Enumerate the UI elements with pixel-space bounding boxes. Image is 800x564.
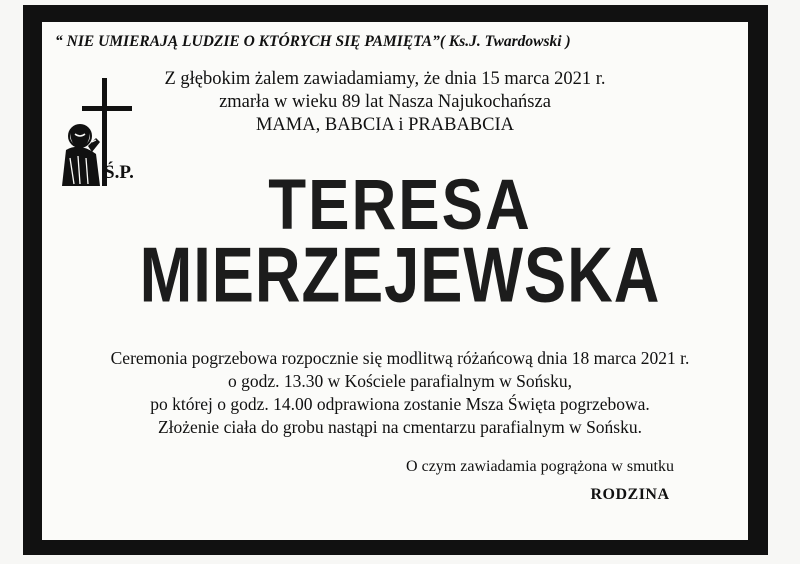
motto-quote: “ NIE UMIERAJĄ LUDZIE O KTÓRYCH SIĘ PAMIĘTA”( Ks.J. Twardowski ) xyxy=(55,33,571,50)
intro-line: Z głębokim żalem zawiadamiamy, że dnia 15 marca 2021 r. xyxy=(164,69,606,89)
ceremony-line: Złożenie ciała do grobu nastąpi na cmentarzu parafialnym w Sońsku. xyxy=(157,417,642,437)
deceased-last-name: MIERZEJEWSKA xyxy=(139,231,661,319)
signature: RODZINA xyxy=(590,486,670,503)
ceremony-text xyxy=(60,347,740,439)
intro-text xyxy=(160,68,610,137)
intro-line: MAMA, BABCIA i PRABABCIA xyxy=(255,115,515,135)
ceremony-line: o godz. 13.30 w Kościele parafialnym w Sońsku, xyxy=(227,371,573,391)
ceremony-line: po której o godz. 14.00 odprawiona zostanie Msza Święta pogrzebowa. xyxy=(150,394,650,414)
ceremony-line: Ceremonia pogrzebowa rozpocznie się modlitwą różańcową dnia 18 marca 2021 r. xyxy=(110,348,690,368)
sp-label: Ś.P. xyxy=(104,162,134,183)
deceased-first-name: TERESA xyxy=(268,165,532,246)
intro-line: zmarła w wieku 89 lat Nasza Najukochańsza xyxy=(219,92,551,112)
closing-text: O czym zawiadamia pogrążona w smutku xyxy=(406,458,674,475)
